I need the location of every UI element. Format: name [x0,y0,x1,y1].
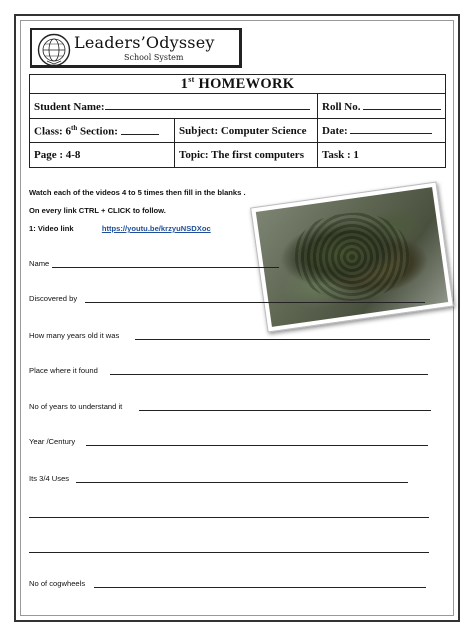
answer-line[interactable] [85,302,425,303]
instruction-line-1: Watch each of the videos 4 to 5 times then fill in the blanks . [29,188,246,197]
question-place-found[interactable]: Place where it found [29,366,98,376]
date-field[interactable]: Date: [318,118,446,143]
school-name: Leaders’Odyssey [74,33,215,52]
answer-line[interactable] [86,445,428,446]
task-cell: Task : 1 [318,143,446,168]
globe-emblem-icon [37,33,71,67]
extra-answer-line-2[interactable] [29,552,429,553]
answer-line[interactable] [94,587,426,588]
subject-cell: Subject: Computer Science [175,118,318,143]
answer-line[interactable] [52,267,279,268]
topic-cell: Topic: The first computers [175,143,318,168]
video-link-row [29,224,211,233]
answer-line[interactable] [135,339,430,340]
video-link-label: 1: Video link [29,224,74,233]
question-year-century[interactable]: Year /Century [29,437,75,447]
class-section-field[interactable]: Class: 6th Section: [30,118,175,143]
question-cogwheels[interactable]: No of cogwheels [29,579,85,589]
question-name[interactable]: Name [29,259,49,269]
question-discovered-by[interactable]: Discovered by [29,294,77,304]
antikythera-mechanism-photo [250,182,454,333]
question-years-to-understand[interactable]: No of years to understand it [29,402,122,412]
answer-line[interactable] [76,482,408,483]
video-link[interactable]: https://youtu.be/krzyuNSDXoc [101,224,211,233]
answer-line[interactable] [139,410,431,411]
extra-answer-line-1[interactable] [29,517,429,518]
question-uses[interactable]: Its 3/4 Uses [29,474,69,484]
page-cell: Page : 4-8 [30,143,175,168]
instruction-line-2: On every link CTRL + CLICK to follow. [29,206,166,215]
school-subtitle: School System [124,53,184,62]
homework-info-table [29,74,446,168]
answer-line[interactable] [110,374,428,375]
question-years-old[interactable]: How many years old it was [29,331,119,341]
school-logo [30,28,242,68]
homework-title: 1st HOMEWORK [30,75,446,94]
roll-no-field[interactable]: Roll No. [318,94,446,119]
student-name-field[interactable]: Student Name: [30,94,318,119]
